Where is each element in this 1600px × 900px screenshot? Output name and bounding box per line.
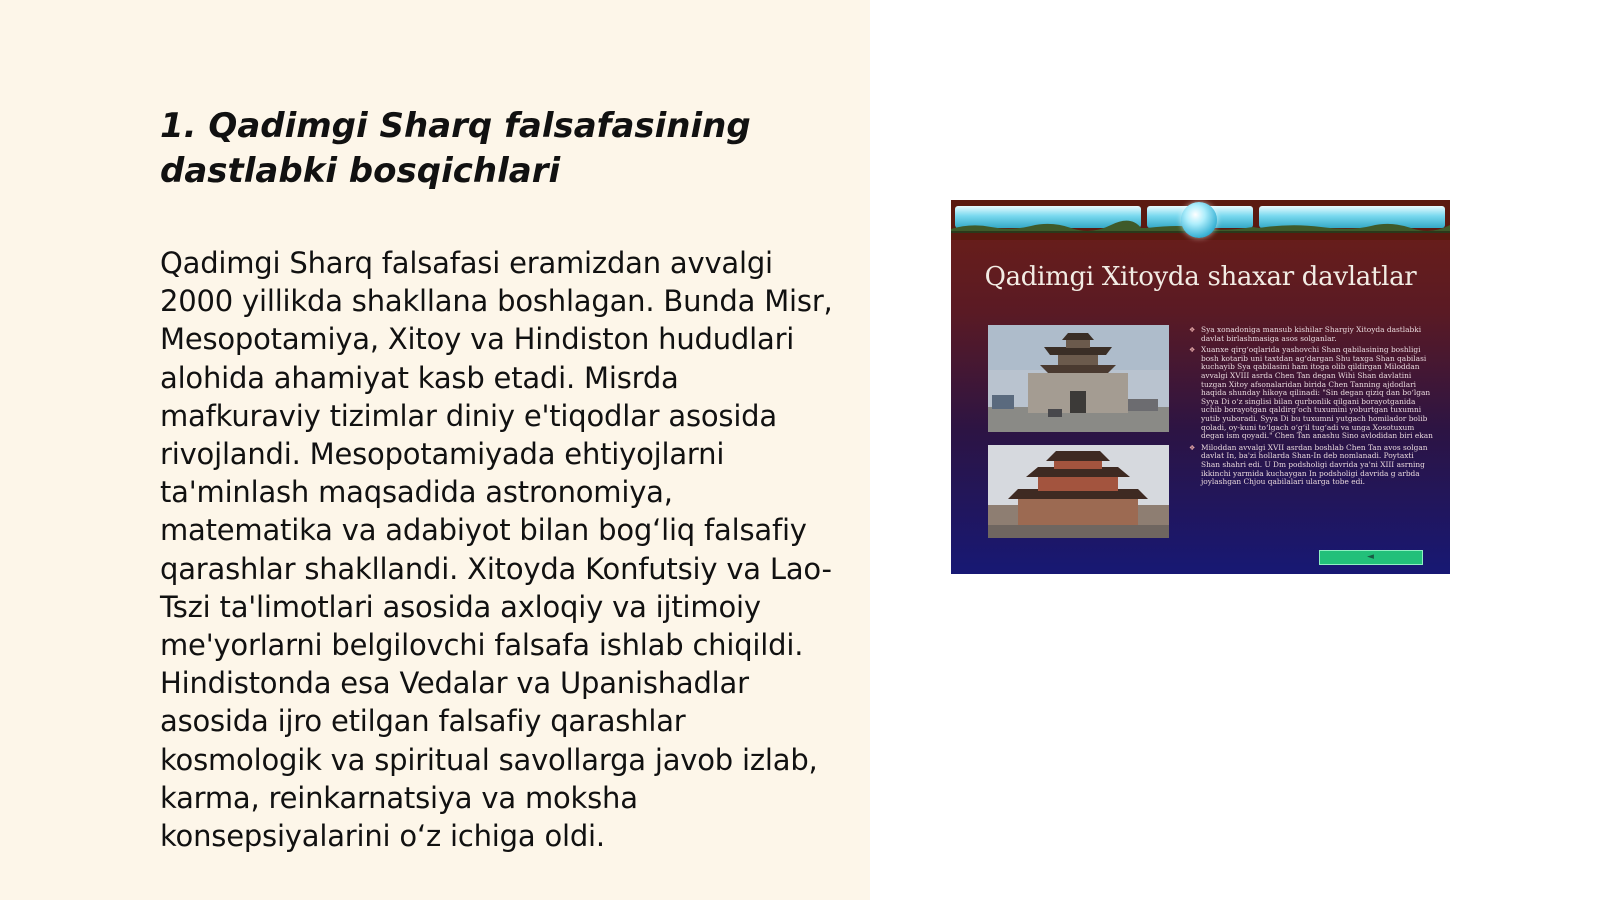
pagoda-tower-photo: [988, 445, 1169, 538]
section-title: 1. Qadimgi Sharq falsafasining dastlabki bosqichlari: [160, 106, 751, 191]
slide-bullet-item: ❖ Miloddan avvalgi XVII asrdan boshlab Chen Tan avos solgan davlat In, ba'zi hollarda Shan-In deb nomlanadi. Poytaxti Shan shahri edi. U Dm podsholigi davrida ya'ni XIII asrning ikkinchi yarmida kuchaygan In podsholigi davrida g arbda joylashgan Chjou qabilalari ularga tobe edi.: [1189, 444, 1433, 487]
body-paragraph: Qadimgi Sharq falsafasi eramizdan avvalgi 2000 yillikda shakllana boshlagan. Bunda Misr, Mesopotamiya, Xitoy va Hindiston hududlari alohida ahamiyat kasb etadi. Misrda mafkuraviy tizimlar diniy e'tiqodlar asosida rivojlandi. Mesopotamiyada ehtiyojlarni ta'minlash maqsadida astronomiya, matematika va adabiyot bilan bog‘liq falsafiy qarashlar shakllandi. Xitoyda Konfutsiy va Lao-Tszi ta'limotlari asosida axloqiy va ijtimoiy me'yorlarni belgilovchi falsafa ishlab chiqildi. Hindistonda esa Vedalar va Upanishadlar asosida ijro etilgan falsafiy qarashlar kosmologik va spiritual savollarga javob izlab, karma, reinkarnatsiya va moksha konsepsiyalarini o‘z ichiga oldi.: [160, 246, 833, 854]
fortress-tower-photo: [988, 325, 1169, 432]
slide-header-band: [951, 200, 1450, 240]
embedded-slide-image: [951, 200, 1450, 574]
back-arrow-icon: ◄: [1367, 552, 1374, 562]
slide-bullet-item: ❖ Xuanxe qirg‘oqlarida yashovchi Shan qabilasining boshligi bosh kotarib uni taxtdan ag‘dargan Shu taxga Shan qabilasi kuchayib Sya qabilasini ham itoga olib qildirgan Miloddan avvalgi XVIII asrda Chen Tan degan Wihi Shan davlatini tuzgan Xitoy afsonalaridan birida Chen Tanning ajdodlari haqida shunday hikoya qilinadi: "Sin degan qiziq dan bo‘lgan Syya Di o‘z singlisi bilan qurbonlik qilgani borayotganida uchib borayotgan qaldirg‘och tuxumini yoburtgan tuxumni yutib yuboradi. Syya Di bu tuxumni yutgach homilador bolib qoladi, oy-kuni to‘lgach o‘g‘il tug‘adi va unga Xosotuxum degan ism qoyadi." Chen Tan anashu Sino avlodidan biri ekan: [1189, 346, 1433, 441]
slide-bullet-list: [1189, 326, 1433, 490]
slide-title: Qadimgi Xitoyda shaxar davlatlar: [984, 262, 1417, 292]
slide-bullet-item: ❖ Sya xonadoniga mansub kishilar Shargiy Xitoyda dastlabki davlat birlashmasiga asos solganlar.: [1189, 326, 1433, 343]
globe-icon: [1181, 202, 1217, 238]
slide-nav-button: [1319, 550, 1423, 565]
